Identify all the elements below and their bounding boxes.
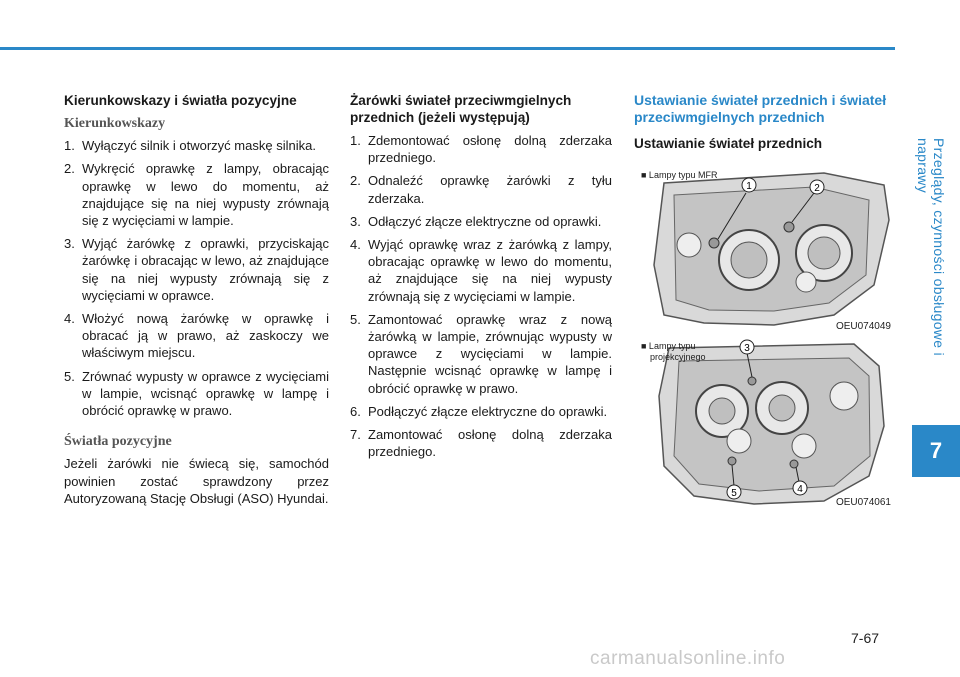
watermark: carmanualsonline.info <box>590 648 786 669</box>
column-1 <box>64 92 329 507</box>
section-heading-aiming: Ustawianie świateł przednich i świateł przeciwmgielnych przednich <box>634 92 887 125</box>
figure-mfr-headlamp <box>634 165 896 335</box>
fog-lamp-steps <box>350 132 612 460</box>
chapter-side-title: Przeglądy, czynności obsługowe i naprawy <box>915 138 947 356</box>
figure-1-code: OEU074049 <box>835 321 891 332</box>
mfr-headlamp-illustration <box>634 165 896 335</box>
step-item: 1. Wyłączyć silnik i otworzyć maskę silnika. <box>64 138 316 154</box>
step-item: 4. Włożyć nową żarówkę w oprawkę i obracać ją w prawo, aż zaskoczy we właściwym miejscu. <box>64 311 329 361</box>
step-item: 3. Odłączyć złącze elektryczne od oprawki. <box>350 213 602 229</box>
page-number: 7-67 <box>851 630 880 646</box>
figure-2-label: ■ Lampy typu projekcyjnego <box>641 341 706 362</box>
callout-4: 4 <box>797 484 803 495</box>
figure-1-label: ■ Lampy typu MFR <box>641 170 718 180</box>
chapter-tab: 7 <box>912 425 960 477</box>
figure-2-code: OEU074061 <box>835 497 891 508</box>
section-heading-fog-lamps: Żarówki świateł przeciwmgielnych przednich (jeżeli występują) <box>350 93 572 125</box>
step-item: 7. Zamontować osłonę dolną zderzaka przedniego. <box>350 427 612 460</box>
subheading-turn-signals: Kierunkowskazy <box>64 116 166 131</box>
subheading-headlamp-aiming: Ustawianie świateł przednich <box>634 136 823 151</box>
subheading-position-lights: Światła pozycyjne <box>64 434 172 450</box>
callout-2: 2 <box>814 183 820 194</box>
callout-1: 1 <box>746 181 752 192</box>
step-item: 5. Zamontować oprawkę wraz z nową żarówką w lampie, zrównując wypusty w oprawce z wycięciami w lampie. Następnie wcisnąć oprawkę w lampę i obrócić oprawkę w prawo. <box>350 311 612 396</box>
step-item: 5. Zrównać wypusty w oprawce z wycięciami w lampie, wcisnąć oprawkę w lampę i obrócić oprawkę w prawo. <box>64 368 329 419</box>
step-item: 1. Zdemontować osłonę dolną zderzaka przedniego. <box>350 133 612 166</box>
step-item: 6. Podłączyć złącze elektryczne do oprawki. <box>350 403 608 419</box>
step-item: 2. Odnaleźć oprawkę żarówki z tyłu zderzaka. <box>350 173 612 206</box>
turn-signal-steps <box>64 137 329 419</box>
column-3 <box>634 92 896 158</box>
figure-projector-headlamp <box>634 336 896 511</box>
column-2 <box>350 92 612 474</box>
position-lights-paragraph: Jeżeli żarówki nie świecą się, samochód powinien zostać sprawdzony przez Autoryzowaną Stację Obsługi (ASO) Hyundai. <box>64 456 329 506</box>
section-heading-turn-signals: Kierunkowskazy i światła pozycyjne <box>64 93 297 108</box>
step-item: 4. Wyjąć oprawkę wraz z żarówką z lampy, obracając oprawkę w lewo do momentu, aż znajdujące się na niej wypusty zrównają się z wycięciami w lampie. <box>350 237 612 304</box>
step-item: 2. Wykręcić oprawkę z lampy, obracając oprawkę w lewo do momentu, aż znajdujące się na niej wypusty zrównają się z wycięciami w lampie. <box>64 161 329 229</box>
callout-5: 5 <box>731 488 737 499</box>
callout-3: 3 <box>744 343 750 354</box>
step-item: 3. Wyjąć żarówkę z oprawki, przyciskając żarówkę i obracając w lewo, aż znajdujące się na niej wypusty zrównają się z wycięciami w oprawce. <box>64 236 329 303</box>
top-rule <box>0 47 895 50</box>
